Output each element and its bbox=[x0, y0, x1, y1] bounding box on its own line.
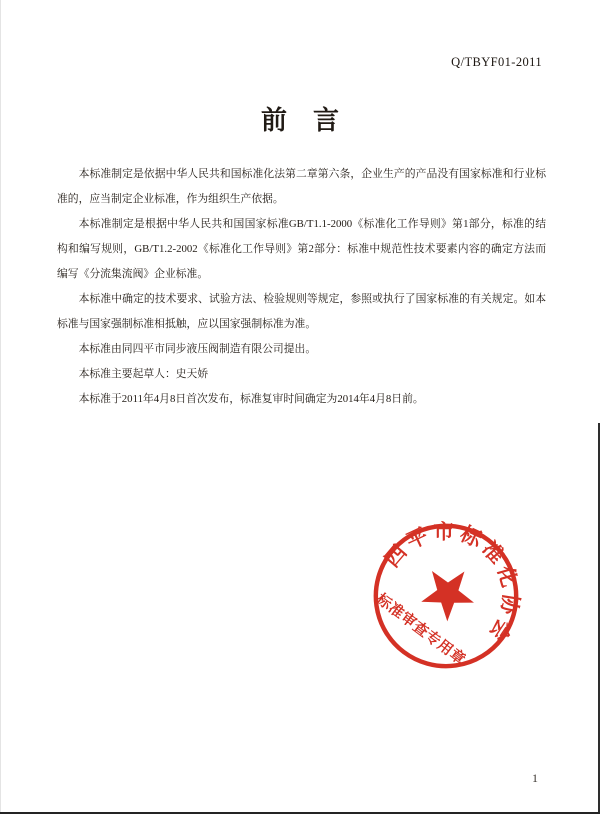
paragraph: 本标准于2011年4月8日首次发布，标准复审时间确定为2014年4月8日前。 bbox=[78, 393, 424, 405]
stamp-arc-text: 四平市标准化协会 bbox=[380, 520, 523, 649]
foreword-body bbox=[57, 162, 546, 412]
approval-stamp bbox=[328, 478, 563, 713]
paragraph: 本标准由同四平市同步液压阀制造有限公司提出。 bbox=[78, 343, 317, 355]
standard-doc-number: Q/TBYF01-2011 bbox=[451, 55, 542, 69]
page-number: 1 bbox=[532, 771, 538, 785]
paragraph: 本标准主要起草人：史天娇 bbox=[78, 368, 209, 380]
paragraph: 本标准制定是依据中华人民共和国标准化法第二章第六条，企业生产的产品没有国家标准和行业标准的，应当制定企业标准，作为组织生产依据。 bbox=[57, 168, 546, 205]
stamp-bottom-text: 标准审查专用章 bbox=[372, 591, 469, 669]
paragraph: 本标准制定是根据中华人民共和国国家标准GB/T1.1-2000《标准化工作导则》第1部分，标准的结构和编写规则，GB/T1.2-2002《标准化工作导则》第2部分：标准中规范性技术要素内容的确定方法而编写《分流集流阀》企业标准。 bbox=[57, 218, 546, 280]
page-title: 前 言 bbox=[260, 105, 339, 135]
red-star-icon bbox=[413, 556, 485, 628]
paragraph: 本标准中确定的技术要求、试验方法、检验规则等规定，参照或执行了国家标准的有关规定。如本标准与国家强制标准相抵触，应以国家强制标准为准。 bbox=[57, 293, 546, 330]
